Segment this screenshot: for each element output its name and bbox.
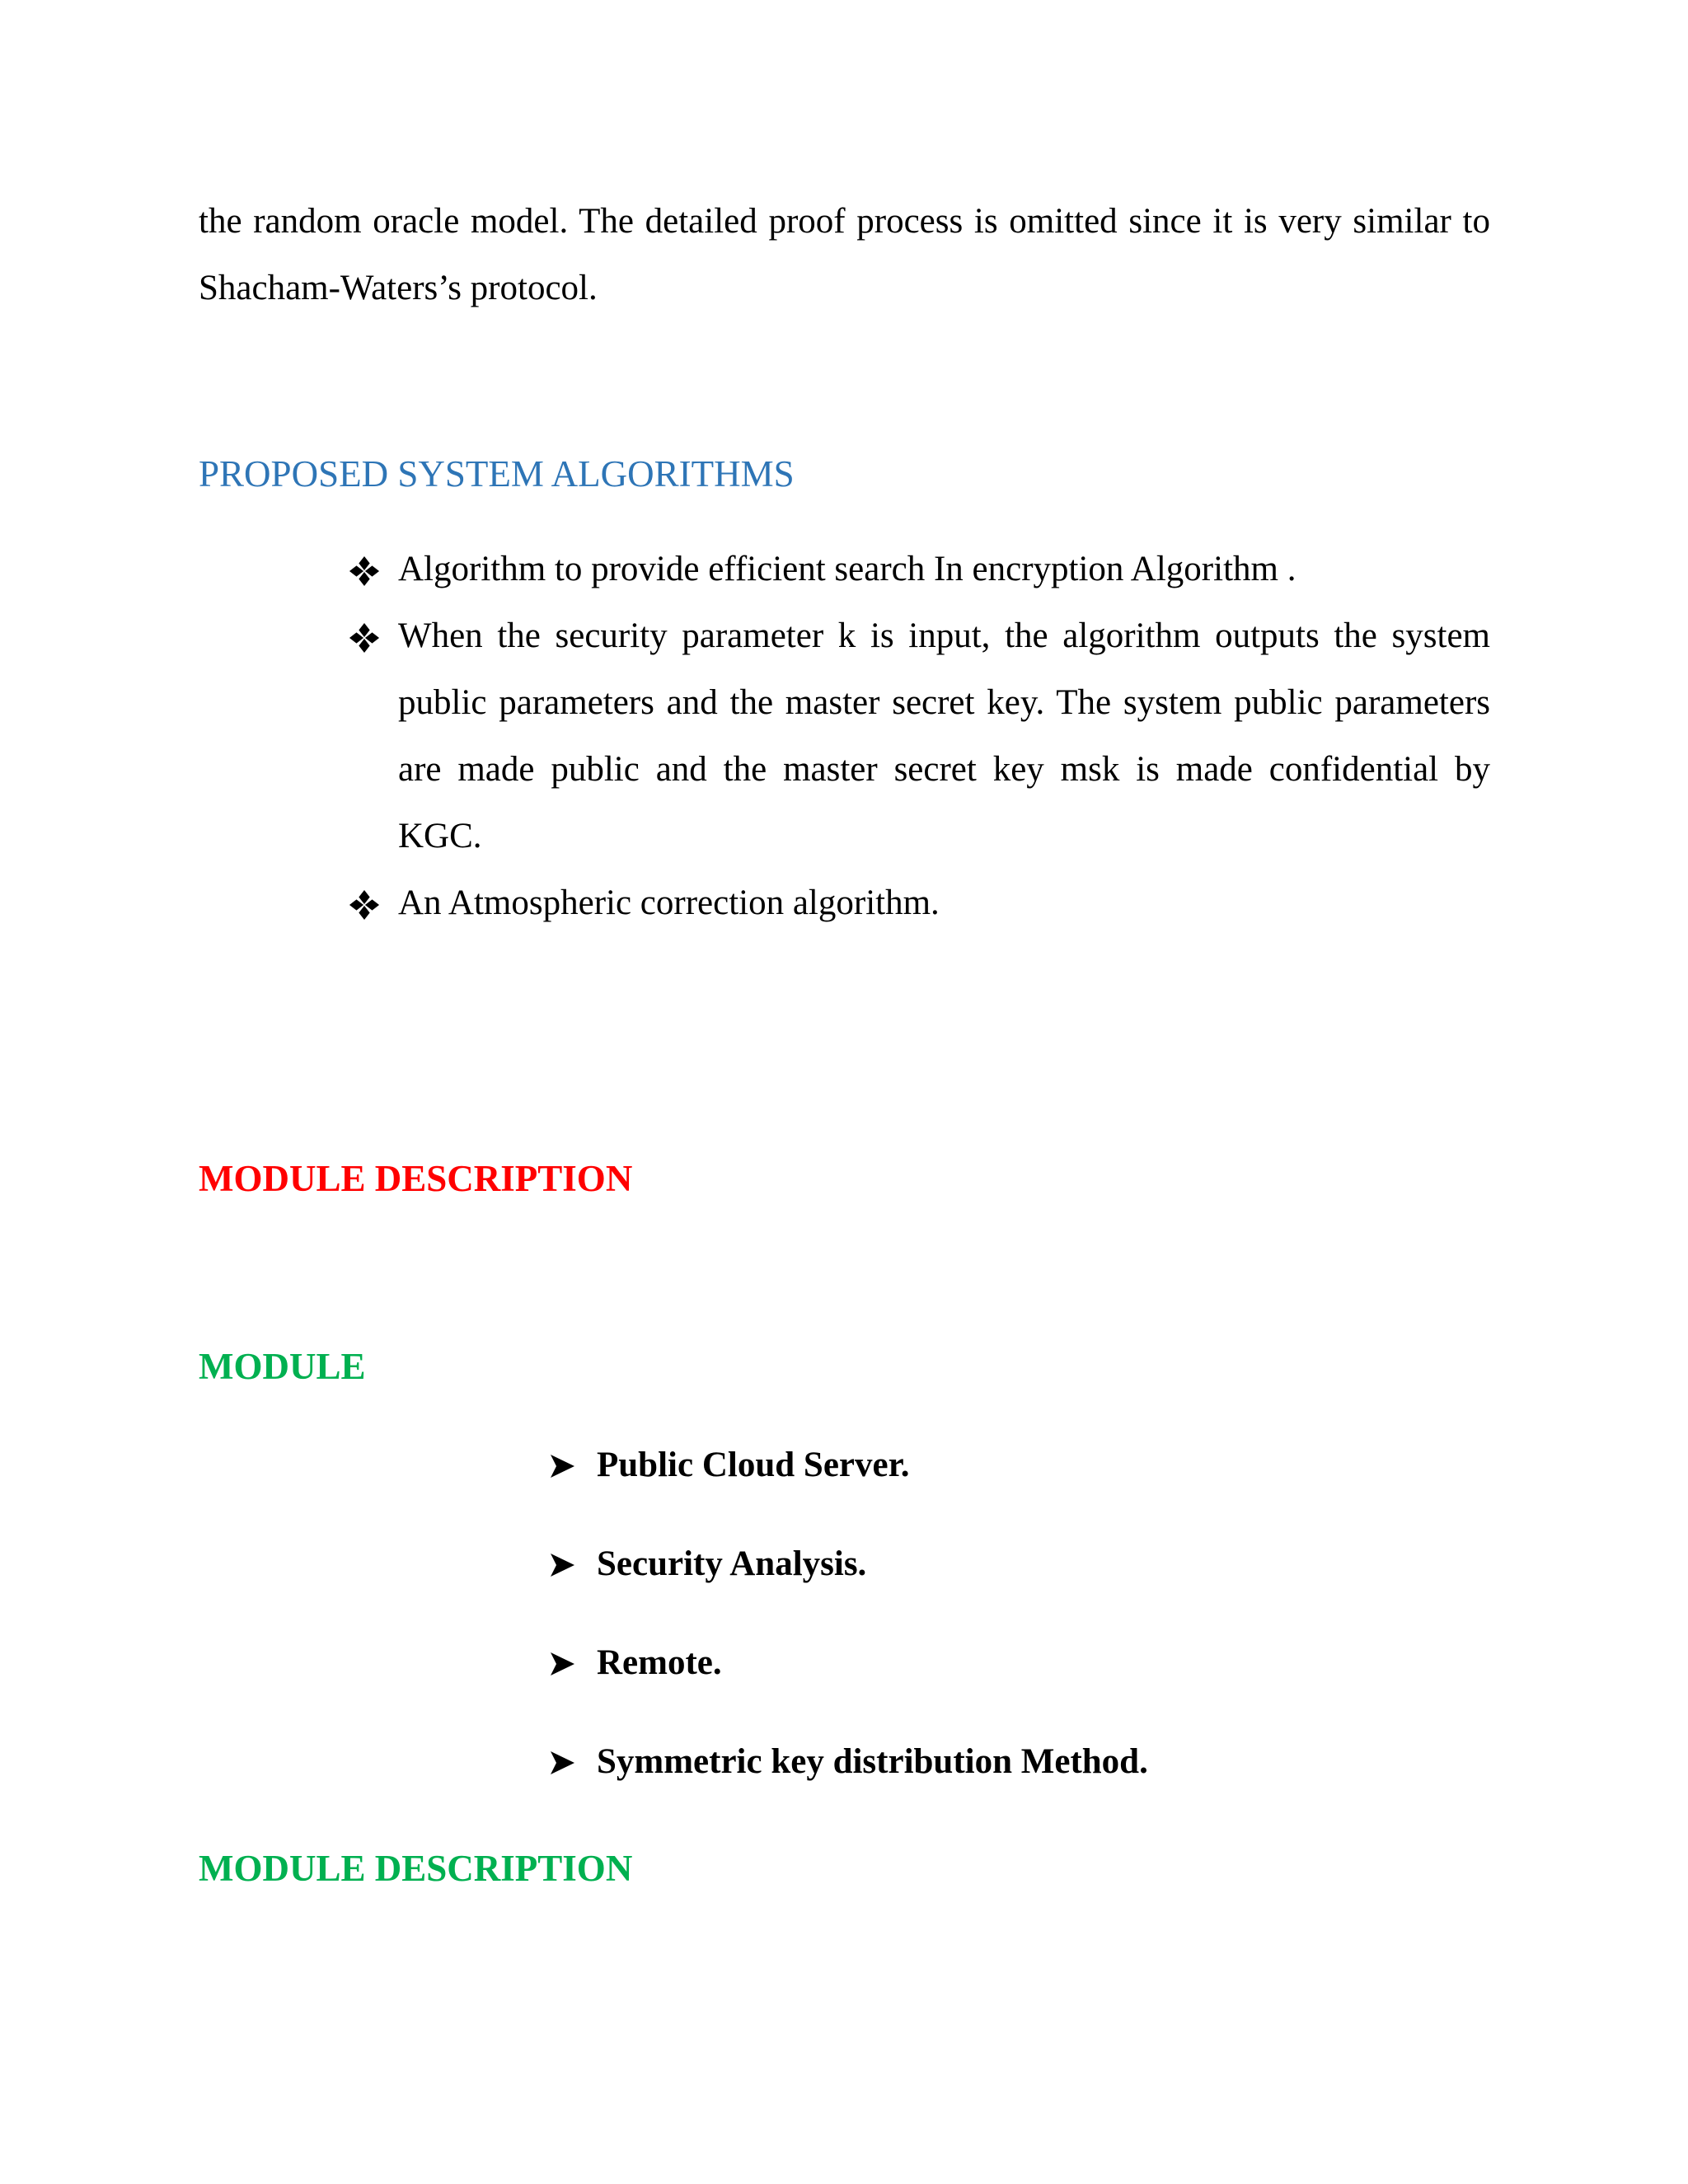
module-heading: MODULE — [199, 1346, 366, 1387]
algorithm-item-text: When the security parameter k is input, the algorithm outputs the system public parameters and the master secret key. The system public parameters are made public and the master secret key msk is made confidential by KGC. — [398, 616, 1490, 855]
module-item-text: Remote. — [597, 1643, 722, 1682]
arrowhead-icon — [549, 1553, 575, 1577]
arrowhead-icon — [549, 1454, 575, 1479]
arrowhead-icon — [549, 1652, 575, 1676]
module-description-heading: MODULE DESCRIPTION — [199, 1158, 633, 1199]
four-diamond-icon — [349, 889, 380, 921]
module-item — [547, 1640, 1148, 1739]
four-diamond-icon — [349, 555, 380, 587]
intro-paragraph: the random oracle model. The detailed proof process is omitted since it is very similar to Shacham-Waters’s protocol. — [199, 202, 1490, 307]
algorithm-item — [347, 602, 1490, 869]
algorithm-list — [347, 536, 1490, 936]
module-item — [547, 1739, 1148, 1838]
module-item-text: Security Analysis. — [597, 1544, 867, 1583]
algorithm-item — [347, 536, 1490, 602]
module-item — [547, 1442, 1148, 1541]
module-item-text: Public Cloud Server. — [597, 1446, 910, 1484]
proposed-algorithms-heading: PROPOSED SYSTEM ALGORITHMS — [199, 453, 795, 494]
module-list — [547, 1442, 1148, 1838]
algorithm-item — [347, 869, 1490, 936]
algorithm-item-text: An Atmospheric correction algorithm. — [398, 883, 940, 922]
arrowhead-icon — [549, 1750, 575, 1775]
algorithm-item-text: Algorithm to provide efficient search In encryption Algorithm . — [398, 550, 1296, 588]
module-item-text: Symmetric key distribution Method. — [597, 1742, 1148, 1781]
module-description-heading-2: MODULE DESCRIPTION — [199, 1848, 633, 1889]
module-item — [547, 1541, 1148, 1640]
four-diamond-icon — [349, 622, 380, 654]
